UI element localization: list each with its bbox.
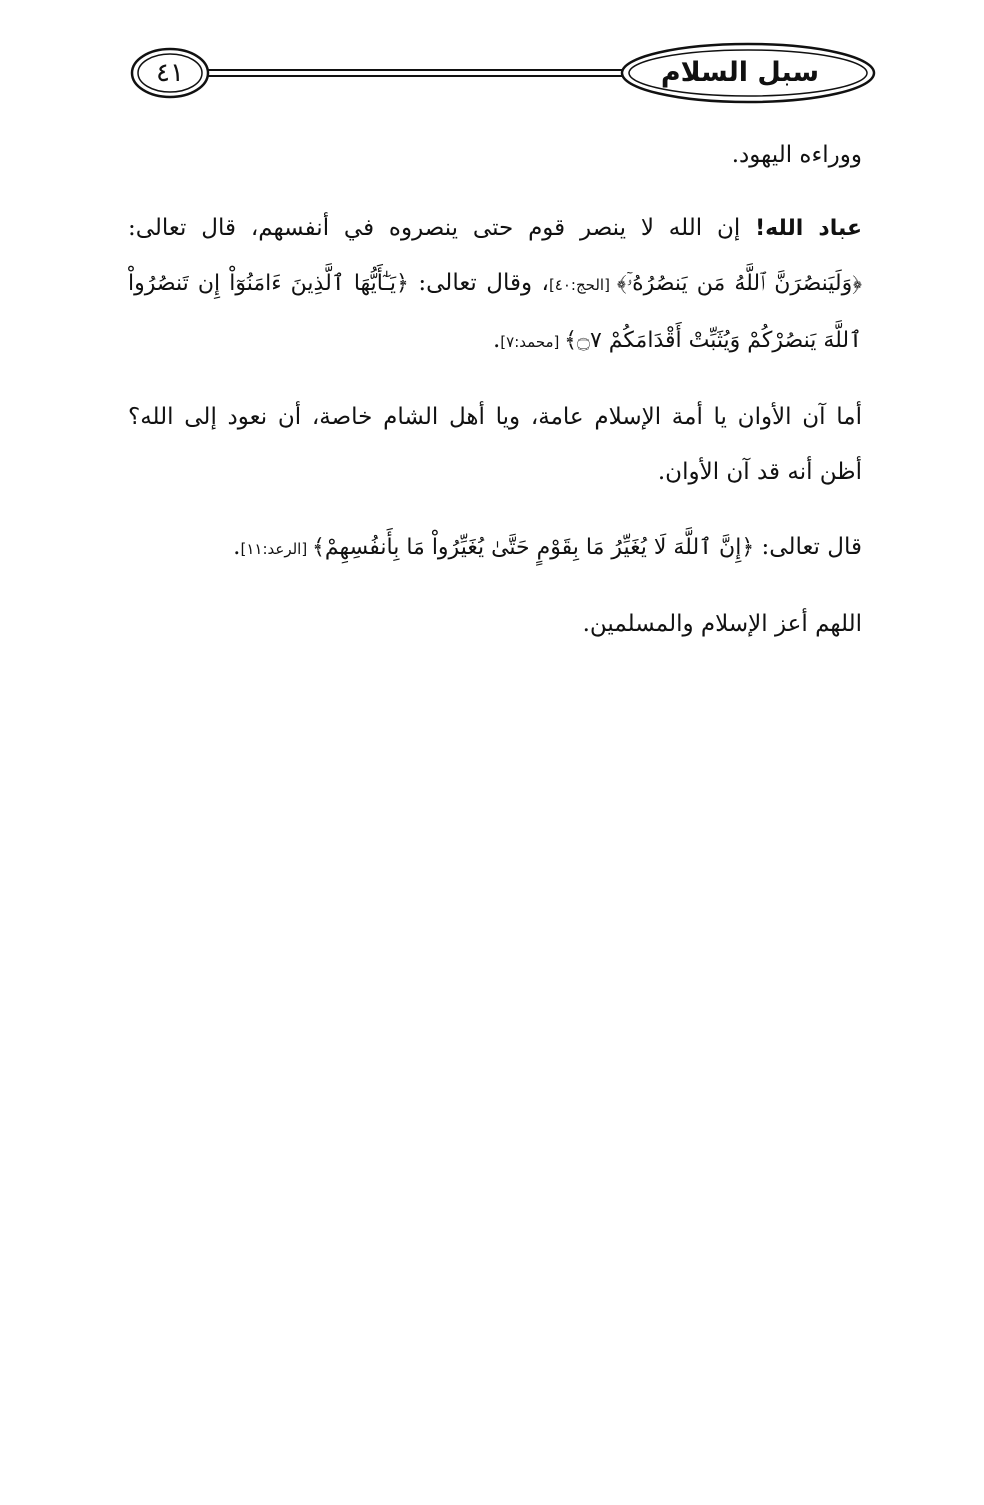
paragraph-2-lead: عباد الله! [755, 216, 862, 241]
quran-verse-muhammad: ﴿يَـٰٓأَيُّهَا ٱلَّذِينَ ءَامَنُوٓاْ إِن تَنصُرُواْ ٱللَّهَ يَنصُرْكُمْ وَيُثَبِّتْ أَقْدَامَكُمْ ۝٧﴾ [128, 271, 862, 353]
paragraph-5-text: اللهم أعز الإسلام والمسلمين. [582, 611, 862, 637]
quran-verse-hajj: ﴿وَلَيَنصُرَنَّ ٱللَّهُ مَن يَنصُرُهُۥٓ﴾ [616, 271, 862, 296]
paragraph-3-text: أما آن الأوان يا أمة الإسلام عامة، ويا أهل الشام خاصة، أن نعود إلى الله؟ أظن أنه قد آن الأوان. [128, 404, 862, 485]
verse-reference-hajj: [الحج:٤٠] [548, 276, 617, 294]
paragraph-1 [128, 128, 862, 183]
paragraph-4-text-b: . [233, 534, 241, 560]
page-body [128, 128, 862, 672]
paragraph-3 [128, 390, 862, 500]
book-title: سبل السلام [660, 57, 820, 88]
page-header [128, 42, 878, 108]
paragraph-4-text-a: قال تعالى: [754, 534, 862, 560]
paragraph-5 [128, 597, 862, 652]
page-number: ٤١ [156, 58, 184, 88]
verse-reference-muhammad: [محمد:٧] [500, 333, 565, 351]
paragraph-4 [128, 520, 862, 577]
quran-verse-raad: ﴿إِنَّ ٱللَّهَ لَا يُغَيِّرُ مَا بِقَوْمٍ حَتَّىٰ يُغَيِّرُواْ مَا بِأَنفُسِهِمْ﴾ [311, 535, 755, 560]
paragraph-1-text: ووراءه اليهود. [731, 142, 862, 168]
verse-reference-raad: [الرعد:١١] [240, 540, 312, 558]
paragraph-2 [128, 201, 862, 370]
paragraph-2-text-c: . [492, 327, 501, 353]
paragraph-2-text-a: إن الله لا ينصر قوم حتى ينصروه في أنفسهم، قال تعالى: [128, 215, 756, 241]
paragraph-2-text-b: ، وقال تعالى: [408, 270, 549, 296]
